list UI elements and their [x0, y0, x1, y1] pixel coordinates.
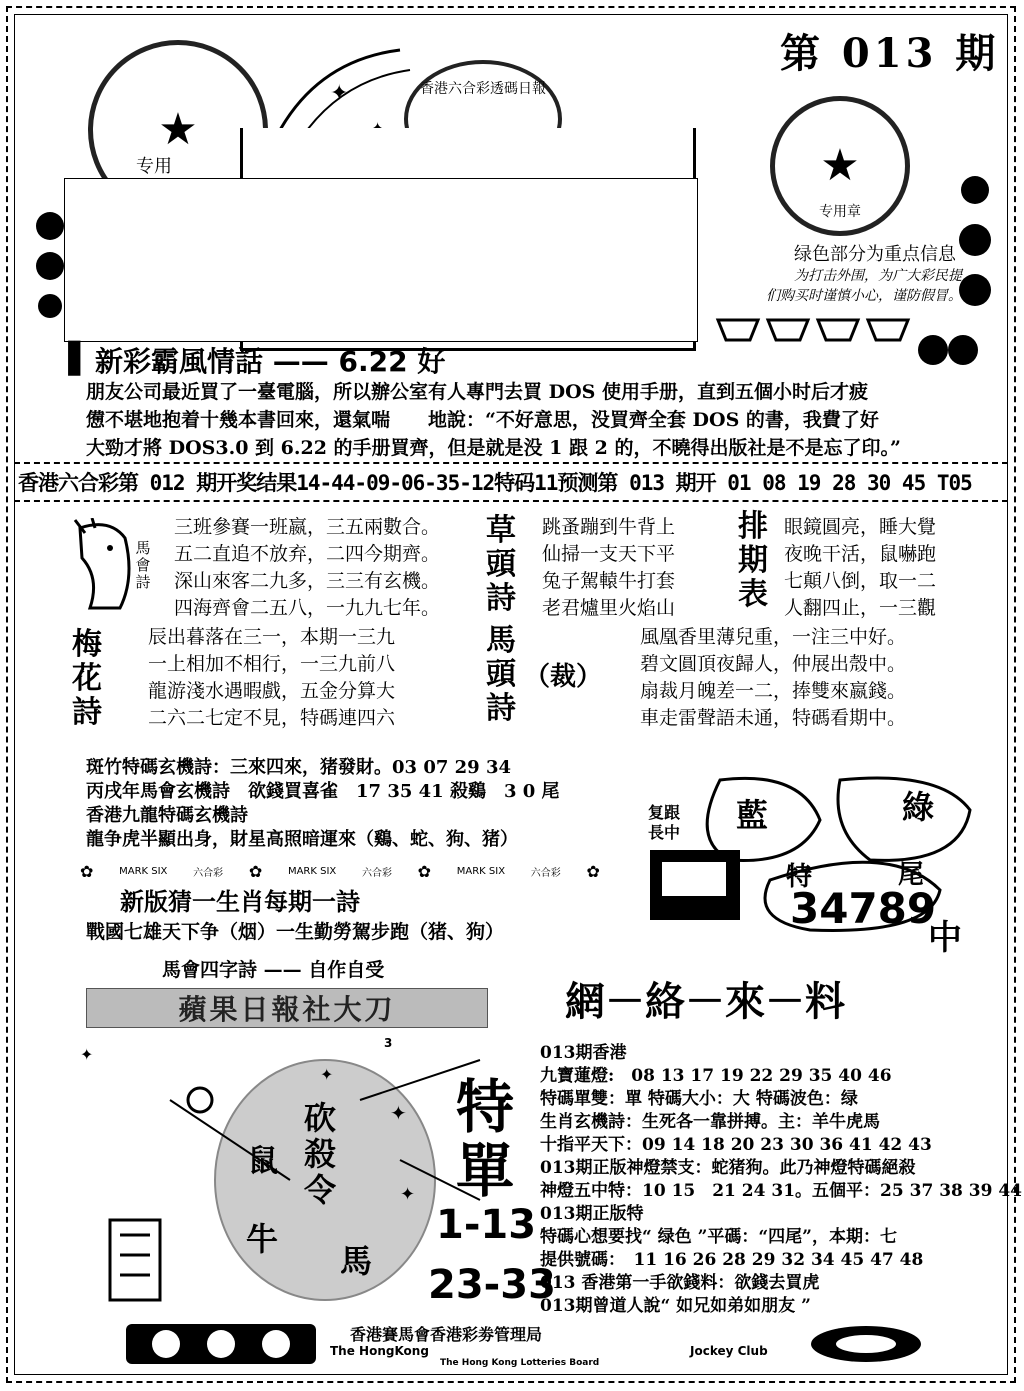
- poem-line: 兔子駕轅牛打套: [542, 570, 676, 592]
- range-1: 1-13: [436, 1202, 537, 1248]
- matou-note: （裁）: [524, 662, 603, 692]
- marksix-label-cn: 六合彩: [530, 868, 561, 879]
- poem-line: 五二直追不放弃，二四今期齊。: [174, 543, 441, 565]
- story-line: 朋友公司最近買了一臺電腦，所以辦公室有人專門去買 DOS 使用手册，直到五個小时后才疲: [86, 381, 868, 403]
- stamp-right: [770, 96, 910, 236]
- ma-char: 馬: [340, 1242, 373, 1280]
- poem-line: 二六二七定不見，特碼連四六: [148, 707, 396, 729]
- horse-head-icon: [70, 518, 140, 616]
- list-item: 特碼心想要找“ 绿色 ”平碼：“四尾”，本期：七: [540, 1227, 897, 1247]
- footer-en-1: The HongKong: [330, 1344, 429, 1358]
- svg-text:✦: ✦: [400, 1184, 416, 1205]
- story-line: 大勁才將 DOS3.0 到 6.22 的手册買齊，但是就是没 1 跟 2 的，不曉得出版社是不是忘了印。”: [86, 437, 901, 459]
- stamp-right-sub: 专用章: [819, 204, 861, 220]
- right-list: [540, 1042, 1022, 1318]
- marksix-label: MARK SIX: [456, 866, 506, 877]
- flower-icon: ✿: [417, 862, 432, 881]
- caotou-title: [484, 514, 518, 616]
- footer-cn: 香港賽馬會香港彩劵管理局: [350, 1325, 543, 1344]
- flower-icon: ✿: [586, 862, 600, 881]
- header-white-box: [64, 178, 698, 342]
- story: [86, 378, 996, 462]
- mid-line: 斑竹特碼玄機詩：三來四來，猪發財。03 07 29 34: [86, 757, 511, 778]
- poem-line: 眼鏡圓亮，睡大覺: [784, 516, 937, 538]
- te-char: 特: [786, 862, 813, 892]
- lv-char: 綠: [902, 788, 935, 826]
- poem-line: 仙掃一支天下平: [542, 543, 676, 565]
- list-item: 提供號碼： 11 16 26 28 29 32 34 45 47 48: [540, 1250, 924, 1270]
- marksix-label-cn: 六合彩: [361, 868, 392, 879]
- zodiac-poem: 戰國七雄天下争（烟）一生勤勞駕步跑（猪、狗）: [86, 921, 505, 943]
- list-item: 九寶蓮燈: 08 13 17 19 22 29 35 40 46: [540, 1066, 892, 1086]
- title-char: 詩: [486, 691, 516, 726]
- special-number: 34789: [790, 884, 937, 933]
- list-item: 013期香港: [540, 1043, 627, 1063]
- poem-line: 風凰香里薄兒重，一注三中好。: [640, 626, 907, 648]
- list-item: 013期正版神燈禁支：蛇猪狗。此乃神燈特碼絕殺: [540, 1158, 916, 1178]
- flower-icon: ✿: [248, 862, 263, 881]
- mahui-label: [133, 540, 153, 591]
- notice-box: [696, 240, 986, 306]
- stamp-middle-text: 香港六合彩透碼日報: [420, 81, 546, 97]
- poem-line: 七顛八倒，取一二: [784, 570, 937, 592]
- list-item: 013 香港第一手欲錢料：欲錢去買虎: [540, 1273, 820, 1293]
- star-icon: ★: [158, 104, 198, 155]
- meihua-title: [70, 628, 104, 730]
- poem-line: 夜晚干活，鼠嚇跑: [784, 543, 937, 565]
- svg-text:✦: ✦: [330, 81, 349, 106]
- poem-line: 跳蚤蹦到牛背上: [542, 516, 676, 538]
- meihua-poem: [148, 624, 395, 732]
- footer-en-3: The Hong Kong Lotteries Board: [440, 1358, 600, 1368]
- poem-line: 龍游淺水遇暇戲，五金分算大: [148, 680, 396, 702]
- dan-big: 單: [456, 1137, 515, 1205]
- grey-banner: 蘋果日報社大刀: [86, 988, 488, 1028]
- title-char: 表: [738, 577, 768, 612]
- story-line: 憊不堪地抱着十幾本書回來，還氣喘 地說：“不好意思，没買齊全套 DOS 的書，我費了好: [86, 409, 879, 431]
- range-2: 23-33: [428, 1262, 556, 1308]
- title-char: 頭: [486, 657, 516, 692]
- notice-line-1: 为打击外围，为广大彩民提: [794, 268, 962, 284]
- side-label-2: 長中: [648, 823, 681, 842]
- title-char: 馬: [486, 623, 516, 658]
- svg-text:✦: ✦: [390, 1101, 407, 1125]
- title-char: 花: [72, 661, 102, 696]
- stamp-left-sub: 专用: [136, 156, 172, 177]
- label-char: 會: [135, 556, 151, 574]
- marksix-label: MARK SIX: [119, 866, 168, 877]
- kill-order: 砍殺令: [303, 1099, 336, 1209]
- marksix-row: [80, 862, 600, 881]
- poem-line: 四海齊會二五八，一九九七年。: [174, 597, 441, 619]
- mahui-poem: [174, 514, 440, 622]
- title-char: 草: [486, 513, 516, 548]
- issue-number: 第 013 期: [780, 30, 1000, 77]
- divider: [14, 462, 1008, 464]
- shu-char: 鼠: [248, 1144, 278, 1179]
- headline: 新彩霸風情話 —— 6.22 好: [95, 345, 446, 378]
- poem-line: 車走雷聲語未通，特碼看期中。: [640, 707, 907, 729]
- flower-icon: ✿: [80, 862, 94, 881]
- lan-char: 藍: [736, 796, 769, 834]
- side-label-1: 复跟: [648, 803, 681, 822]
- poem-line: 扇裁月魄差一二，捧雙來嬴錢。: [640, 680, 907, 702]
- list-item: 013期曾道人說“ 如兄如弟如朋友 ”: [540, 1296, 811, 1316]
- svg-text:✦: ✦: [80, 1045, 94, 1064]
- title-char: 排: [738, 509, 768, 544]
- list-item: 特碼單雙：單 特碼大小：大 特碼波色：绿: [540, 1089, 858, 1109]
- caotou-poem: [542, 514, 675, 622]
- notice-line-2: 们购买时谨慎小心，谨防假冒。: [766, 288, 962, 304]
- list-item: 生肖玄機詩：生死各一靠拼搏。主：羊牛虎馬: [540, 1112, 880, 1132]
- svg-text:✦: ✦: [320, 1065, 334, 1084]
- flame-icon: ❚: [60, 336, 89, 376]
- poem-line: 深山來客二九多，三三有玄機。: [174, 570, 441, 592]
- four-char-poem: 馬會四字詩 —— 自作自受: [162, 959, 385, 981]
- mid-line: 香港九龍特碼玄機詩: [86, 805, 248, 826]
- poem-line: 老君爐里火焰山: [542, 597, 676, 619]
- title-char: 期: [738, 543, 768, 578]
- niu-char: 牛: [246, 1220, 279, 1258]
- list-item: 十指平天下：09 14 18 20 23 30 36 41 42 43: [540, 1135, 932, 1155]
- list-item: 013期正版特: [540, 1204, 644, 1224]
- footer-en-2: Jockey Club: [690, 1344, 768, 1358]
- title-char: 梅: [72, 627, 102, 662]
- list-item: 神燈五中特：10 15 21 24 31。五個平：25 37 38 39 44: [540, 1181, 1023, 1201]
- poem-line: 碧文圓頂夜歸人，仲展出殼中。: [640, 653, 907, 675]
- marksix-label-cn: 六合彩: [193, 868, 224, 879]
- ingot-decor: [708, 300, 978, 370]
- mid-line: 龍争虎半顯出身，財星高照暗運來（鷄、蛇、狗、猪）: [86, 829, 518, 850]
- poem-line: 三班參賽一班嬴，三五兩數合。: [174, 516, 441, 538]
- matou-title: [484, 624, 518, 726]
- mid-block: [86, 756, 560, 852]
- coin-decor-left: [30, 196, 70, 346]
- poem-line: 一上相加不相行，一三九前八: [148, 653, 396, 675]
- label-char: 馬: [135, 539, 151, 557]
- zodiac-title: 新版猜一生肖每期一詩: [120, 888, 360, 916]
- paiqi-title: [736, 510, 770, 612]
- result-line: 香港六合彩第 012 期开奖结果14-44-09-06-35-12特码11预测第 013 期开 01 08 19 28 30 45 T05: [18, 471, 972, 495]
- label-char: 詩: [135, 573, 151, 591]
- divider: [14, 500, 1008, 502]
- te-big: 特: [456, 1073, 515, 1141]
- title-char: 頭: [486, 547, 516, 582]
- paiqi-poem: [784, 514, 936, 622]
- poem-line: 人翻四止，一三觀: [784, 597, 937, 619]
- title-char: 詩: [72, 695, 102, 730]
- notice-title: 绿色部分为重点信息: [794, 244, 956, 265]
- page-mark: 3: [384, 1036, 393, 1050]
- title-char: 詩: [486, 581, 516, 616]
- wei-char: 尾: [898, 860, 925, 890]
- zhong-char: 中: [928, 918, 962, 958]
- net-title: 網－絡－來－料: [565, 979, 845, 1025]
- poem-line: 辰出暮落在三一，本期一三九: [148, 626, 396, 648]
- marksix-label: MARK SIX: [287, 866, 337, 877]
- star-icon: ★: [820, 140, 860, 191]
- mid-line: 丙戌年馬會玄機詩 欲錢買喜雀 17 35 41 殺鷄 3 0 尾: [86, 781, 560, 802]
- matou-poem: [640, 624, 906, 732]
